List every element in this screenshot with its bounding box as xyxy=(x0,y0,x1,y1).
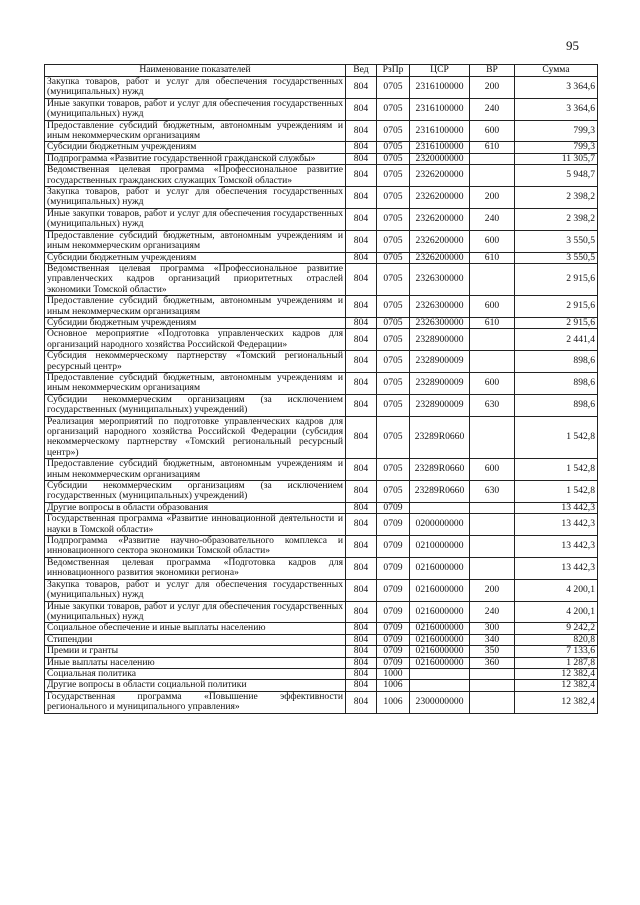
row-sum-cell: 799,3 xyxy=(515,142,598,153)
row-vr-cell xyxy=(470,329,515,351)
row-name-cell: Предоставление субсидий бюджетным, автономным учреждениям и иным некоммерческим организациям xyxy=(45,459,346,481)
row-ved-cell: 804 xyxy=(346,502,377,513)
table-row xyxy=(45,351,598,373)
table-row xyxy=(45,230,598,252)
table-row xyxy=(45,372,598,394)
row-name-cell: Субсидии некоммерческим организациям (за исключением государственных (муниципальных) учреждений) xyxy=(45,481,346,503)
row-csr-cell: 23289R0660 xyxy=(410,481,470,503)
row-name-cell: Реализация мероприятий по подготовке управленческих кадров для организаций народного хозяйства Российской Федерации (субсидия некоммерческому партнерству «Томский региональный ресурсный центр») xyxy=(45,416,346,459)
row-ved-cell: 804 xyxy=(346,153,377,164)
table-row xyxy=(45,187,598,209)
row-name-cell: Предоставление субсидий бюджетным, автономным учреждениям и иным некоммерческим организациям xyxy=(45,120,346,142)
row-name-cell: Другие вопросы в области социальной политики xyxy=(45,680,346,691)
table-row xyxy=(45,394,598,416)
row-ved-cell: 804 xyxy=(346,536,377,558)
row-vr-cell: 240 xyxy=(470,98,515,120)
row-sum-cell: 13 442,3 xyxy=(515,536,598,558)
row-csr-cell: 0216000000 xyxy=(410,634,470,645)
row-rzpr-cell: 0709 xyxy=(377,536,410,558)
row-ved-cell: 804 xyxy=(346,668,377,679)
row-sum-cell: 898,6 xyxy=(515,372,598,394)
row-sum-cell: 2 915,6 xyxy=(515,263,598,295)
row-name-cell: Предоставление субсидий бюджетным, автономным учреждениям и иным некоммерческим организациям xyxy=(45,296,346,318)
row-rzpr-cell: 0705 xyxy=(377,252,410,263)
table-row xyxy=(45,646,598,657)
row-name-cell: Закупка товаров, работ и услуг для обеспечения государственных (муниципальных) нужд xyxy=(45,187,346,209)
row-csr-cell: 23289R0660 xyxy=(410,416,470,459)
row-name-cell: Основное мероприятие «Подготовка управленческих кадров для организаций народного хозяйства Российской Федерации» xyxy=(45,329,346,351)
row-rzpr-cell: 0705 xyxy=(377,165,410,187)
row-vr-cell xyxy=(470,557,515,579)
row-csr-cell: 23289R0660 xyxy=(410,459,470,481)
row-csr-cell: 0216000000 xyxy=(410,557,470,579)
row-rzpr-cell: 0705 xyxy=(377,481,410,503)
row-sum-cell: 898,6 xyxy=(515,351,598,373)
row-sum-cell: 3 550,5 xyxy=(515,230,598,252)
row-vr-cell: 630 xyxy=(470,481,515,503)
row-name-cell: Субсидии некоммерческим организациям (за исключением государственных (муниципальных) учреждений) xyxy=(45,394,346,416)
row-vr-cell xyxy=(470,263,515,295)
row-ved-cell: 804 xyxy=(346,142,377,153)
row-csr-cell: 2326200000 xyxy=(410,252,470,263)
row-vr-cell: 200 xyxy=(470,77,515,99)
header-ved: Вед xyxy=(346,65,377,77)
row-ved-cell: 804 xyxy=(346,120,377,142)
table-row xyxy=(45,579,598,601)
row-ved-cell: 804 xyxy=(346,459,377,481)
row-sum-cell: 2 398,2 xyxy=(515,208,598,230)
row-csr-cell: 2326200000 xyxy=(410,165,470,187)
row-name-cell: Государственная программа «Развитие инновационной деятельности и науки в Томской области» xyxy=(45,514,346,536)
row-name-cell: Ведомственная целевая программа «Подготовка кадров для инновационного развития экономики региона» xyxy=(45,557,346,579)
table-row xyxy=(45,263,598,295)
table-row xyxy=(45,77,598,99)
row-sum-cell: 12 382,4 xyxy=(515,680,598,691)
row-sum-cell: 5 948,7 xyxy=(515,165,598,187)
row-csr-cell xyxy=(410,680,470,691)
table-row xyxy=(45,623,598,634)
row-name-cell: Иные закупки товаров, работ и услуг для обеспечения государственных (муниципальных) нужд xyxy=(45,208,346,230)
row-rzpr-cell: 0705 xyxy=(377,187,410,209)
table-row xyxy=(45,459,598,481)
row-ved-cell: 804 xyxy=(346,394,377,416)
table-row xyxy=(45,680,598,691)
row-name-cell: Иные закупки товаров, работ и услуг для обеспечения государственных (муниципальных) нужд xyxy=(45,98,346,120)
row-csr-cell: 0216000000 xyxy=(410,623,470,634)
row-name-cell: Субсидии бюджетным учреждениям xyxy=(45,317,346,328)
row-ved-cell: 804 xyxy=(346,579,377,601)
row-csr-cell: 2326300000 xyxy=(410,263,470,295)
table-row xyxy=(45,153,598,164)
row-vr-cell xyxy=(470,351,515,373)
table-row xyxy=(45,252,598,263)
row-csr-cell: 2328900009 xyxy=(410,372,470,394)
table-row xyxy=(45,208,598,230)
row-rzpr-cell: 0705 xyxy=(377,120,410,142)
row-ved-cell: 804 xyxy=(346,601,377,623)
row-rzpr-cell: 0705 xyxy=(377,459,410,481)
table-row xyxy=(45,557,598,579)
row-csr-cell: 2320000000 xyxy=(410,153,470,164)
row-sum-cell: 3 364,6 xyxy=(515,98,598,120)
row-name-cell: Премии и гранты xyxy=(45,646,346,657)
row-ved-cell: 804 xyxy=(346,296,377,318)
row-csr-cell: 2328900000 xyxy=(410,329,470,351)
row-vr-cell xyxy=(470,165,515,187)
budget-table xyxy=(44,64,598,714)
row-name-cell: Предоставление субсидий бюджетным, автономным учреждениям и иным некоммерческим организациям xyxy=(45,230,346,252)
row-rzpr-cell: 0709 xyxy=(377,502,410,513)
row-rzpr-cell: 0705 xyxy=(377,208,410,230)
row-csr-cell: 2326200000 xyxy=(410,230,470,252)
row-vr-cell: 240 xyxy=(470,208,515,230)
row-ved-cell: 804 xyxy=(346,77,377,99)
row-vr-cell xyxy=(470,691,515,713)
row-sum-cell: 4 200,1 xyxy=(515,601,598,623)
table-row xyxy=(45,514,598,536)
table-row xyxy=(45,634,598,645)
row-ved-cell: 804 xyxy=(346,514,377,536)
row-vr-cell: 610 xyxy=(470,317,515,328)
table-row xyxy=(45,142,598,153)
row-sum-cell: 1 542,8 xyxy=(515,481,598,503)
row-csr-cell: 0216000000 xyxy=(410,657,470,668)
row-csr-cell xyxy=(410,502,470,513)
row-ved-cell: 804 xyxy=(346,691,377,713)
table-header-row xyxy=(45,65,598,77)
row-sum-cell: 1 542,8 xyxy=(515,416,598,459)
row-rzpr-cell: 0705 xyxy=(377,142,410,153)
row-sum-cell: 1 542,8 xyxy=(515,459,598,481)
table-row xyxy=(45,317,598,328)
row-ved-cell: 804 xyxy=(346,187,377,209)
row-rzpr-cell: 0705 xyxy=(377,317,410,328)
row-csr-cell: 2328900009 xyxy=(410,351,470,373)
row-csr-cell: 2326300000 xyxy=(410,317,470,328)
row-vr-cell: 610 xyxy=(470,252,515,263)
header-sum: Сумма xyxy=(515,65,598,77)
row-rzpr-cell: 0709 xyxy=(377,646,410,657)
row-vr-cell: 600 xyxy=(470,296,515,318)
row-ved-cell: 804 xyxy=(346,634,377,645)
table-row xyxy=(45,165,598,187)
row-name-cell: Государственная программа «Повышение эффективности регионального и муниципального управления» xyxy=(45,691,346,713)
row-name-cell: Социальное обеспечение и иные выплаты населению xyxy=(45,623,346,634)
row-ved-cell: 804 xyxy=(346,98,377,120)
row-vr-cell: 240 xyxy=(470,601,515,623)
row-name-cell: Подпрограмма «Развитие государственной гражданской службы» xyxy=(45,153,346,164)
row-sum-cell: 13 442,3 xyxy=(515,557,598,579)
row-ved-cell: 804 xyxy=(346,252,377,263)
row-csr-cell: 2326200000 xyxy=(410,208,470,230)
row-rzpr-cell: 0705 xyxy=(377,153,410,164)
row-rzpr-cell: 0705 xyxy=(377,372,410,394)
header-csr: ЦСР xyxy=(410,65,470,77)
table-body xyxy=(45,77,598,714)
row-sum-cell: 7 133,6 xyxy=(515,646,598,657)
table-row xyxy=(45,536,598,558)
row-sum-cell: 12 382,4 xyxy=(515,691,598,713)
row-ved-cell: 804 xyxy=(346,481,377,503)
row-ved-cell: 804 xyxy=(346,317,377,328)
row-ved-cell: 804 xyxy=(346,557,377,579)
row-rzpr-cell: 0705 xyxy=(377,296,410,318)
row-vr-cell: 600 xyxy=(470,120,515,142)
row-sum-cell: 11 305,7 xyxy=(515,153,598,164)
row-vr-cell xyxy=(470,416,515,459)
table-row xyxy=(45,668,598,679)
row-rzpr-cell: 0709 xyxy=(377,657,410,668)
row-rzpr-cell: 0705 xyxy=(377,98,410,120)
row-rzpr-cell: 0705 xyxy=(377,263,410,295)
row-rzpr-cell: 0709 xyxy=(377,623,410,634)
row-ved-cell: 804 xyxy=(346,416,377,459)
row-rzpr-cell: 0709 xyxy=(377,579,410,601)
row-ved-cell: 804 xyxy=(346,657,377,668)
row-vr-cell: 350 xyxy=(470,646,515,657)
row-ved-cell: 804 xyxy=(346,372,377,394)
row-ved-cell: 804 xyxy=(346,263,377,295)
row-rzpr-cell: 0705 xyxy=(377,77,410,99)
row-rzpr-cell: 0709 xyxy=(377,557,410,579)
row-rzpr-cell: 0709 xyxy=(377,601,410,623)
row-vr-cell: 630 xyxy=(470,394,515,416)
row-vr-cell: 610 xyxy=(470,142,515,153)
page-number: 95 xyxy=(566,38,579,53)
table-row xyxy=(45,481,598,503)
table-row xyxy=(45,657,598,668)
table-row xyxy=(45,98,598,120)
row-name-cell: Предоставление субсидий бюджетным, автономным учреждениям и иным некоммерческим организациям xyxy=(45,372,346,394)
row-vr-cell: 340 xyxy=(470,634,515,645)
row-name-cell: Стипендии xyxy=(45,634,346,645)
header-vr: ВР xyxy=(470,65,515,77)
row-ved-cell: 804 xyxy=(346,623,377,634)
row-csr-cell: 2326200000 xyxy=(410,187,470,209)
row-name-cell: Ведомственная целевая программа «Профессиональное развитие государственных гражданских служащих Томской области» xyxy=(45,165,346,187)
row-rzpr-cell: 1006 xyxy=(377,680,410,691)
row-rzpr-cell: 0705 xyxy=(377,394,410,416)
row-ved-cell: 804 xyxy=(346,646,377,657)
table-row xyxy=(45,502,598,513)
row-rzpr-cell: 0705 xyxy=(377,230,410,252)
row-vr-cell xyxy=(470,502,515,513)
row-rzpr-cell: 0705 xyxy=(377,351,410,373)
row-sum-cell: 2 398,2 xyxy=(515,187,598,209)
row-csr-cell: 2316100000 xyxy=(410,77,470,99)
table-row xyxy=(45,691,598,713)
row-sum-cell: 9 242,2 xyxy=(515,623,598,634)
row-csr-cell: 2316100000 xyxy=(410,98,470,120)
row-sum-cell: 799,3 xyxy=(515,120,598,142)
row-vr-cell: 300 xyxy=(470,623,515,634)
row-sum-cell: 2 915,6 xyxy=(515,317,598,328)
row-rzpr-cell: 0709 xyxy=(377,634,410,645)
row-csr-cell: 0216000000 xyxy=(410,579,470,601)
row-name-cell: Другие вопросы в области образования xyxy=(45,502,346,513)
row-sum-cell: 1 287,8 xyxy=(515,657,598,668)
row-csr-cell: 2326300000 xyxy=(410,296,470,318)
row-vr-cell xyxy=(470,680,515,691)
row-name-cell: Ведомственная целевая программа «Профессиональное развитие управленческих кадров организаций приоритетных отраслей экономики Томской области» xyxy=(45,263,346,295)
row-sum-cell: 3 550,5 xyxy=(515,252,598,263)
row-rzpr-cell: 1000 xyxy=(377,668,410,679)
row-csr-cell: 2316100000 xyxy=(410,142,470,153)
row-ved-cell: 804 xyxy=(346,680,377,691)
table-row xyxy=(45,416,598,459)
row-rzpr-cell: 0709 xyxy=(377,514,410,536)
row-vr-cell: 360 xyxy=(470,657,515,668)
table-row xyxy=(45,120,598,142)
table-row xyxy=(45,601,598,623)
row-sum-cell: 3 364,6 xyxy=(515,77,598,99)
row-sum-cell: 2 915,6 xyxy=(515,296,598,318)
row-vr-cell xyxy=(470,536,515,558)
row-csr-cell: 0216000000 xyxy=(410,601,470,623)
row-csr-cell: 0210000000 xyxy=(410,536,470,558)
row-vr-cell: 600 xyxy=(470,372,515,394)
row-vr-cell xyxy=(470,514,515,536)
row-csr-cell: 0200000000 xyxy=(410,514,470,536)
row-csr-cell: 2300000000 xyxy=(410,691,470,713)
row-sum-cell: 820,8 xyxy=(515,634,598,645)
row-ved-cell: 804 xyxy=(346,165,377,187)
row-sum-cell: 13 442,3 xyxy=(515,514,598,536)
row-ved-cell: 804 xyxy=(346,351,377,373)
row-sum-cell: 4 200,1 xyxy=(515,579,598,601)
row-ved-cell: 804 xyxy=(346,230,377,252)
row-name-cell: Иные выплаты населению xyxy=(45,657,346,668)
table-row xyxy=(45,296,598,318)
header-name: Наименование показателей xyxy=(45,65,346,77)
row-vr-cell: 600 xyxy=(470,459,515,481)
row-csr-cell: 0216000000 xyxy=(410,646,470,657)
row-vr-cell: 200 xyxy=(470,187,515,209)
row-rzpr-cell: 0705 xyxy=(377,329,410,351)
row-name-cell: Социальная политика xyxy=(45,668,346,679)
row-rzpr-cell: 0705 xyxy=(377,416,410,459)
row-name-cell: Субсидии бюджетным учреждениям xyxy=(45,142,346,153)
row-csr-cell: 2316100000 xyxy=(410,120,470,142)
row-vr-cell: 600 xyxy=(470,230,515,252)
row-vr-cell: 200 xyxy=(470,579,515,601)
row-name-cell: Субсидия некоммерческому партнерству «Томский региональный ресурсный центр» xyxy=(45,351,346,373)
row-name-cell: Закупка товаров, работ и услуг для обеспечения государственных (муниципальных) нужд xyxy=(45,77,346,99)
header-rzpr: РзПр xyxy=(377,65,410,77)
row-name-cell: Закупка товаров, работ и услуг для обеспечения государственных (муниципальных) нужд xyxy=(45,579,346,601)
row-vr-cell xyxy=(470,153,515,164)
row-ved-cell: 804 xyxy=(346,329,377,351)
row-rzpr-cell: 1006 xyxy=(377,691,410,713)
row-ved-cell: 804 xyxy=(346,208,377,230)
row-vr-cell xyxy=(470,668,515,679)
row-name-cell: Субсидии бюджетным учреждениям xyxy=(45,252,346,263)
row-name-cell: Иные закупки товаров, работ и услуг для обеспечения государственных (муниципальных) нужд xyxy=(45,601,346,623)
row-sum-cell: 13 442,3 xyxy=(515,502,598,513)
row-sum-cell: 12 382,4 xyxy=(515,668,598,679)
row-sum-cell: 2 441,4 xyxy=(515,329,598,351)
row-sum-cell: 898,6 xyxy=(515,394,598,416)
table-row xyxy=(45,329,598,351)
row-name-cell: Подпрограмма «Развитие научно-образовательного комплекса и инновационного сектора экономики Томской области» xyxy=(45,536,346,558)
row-csr-cell: 2328900009 xyxy=(410,394,470,416)
row-csr-cell xyxy=(410,668,470,679)
